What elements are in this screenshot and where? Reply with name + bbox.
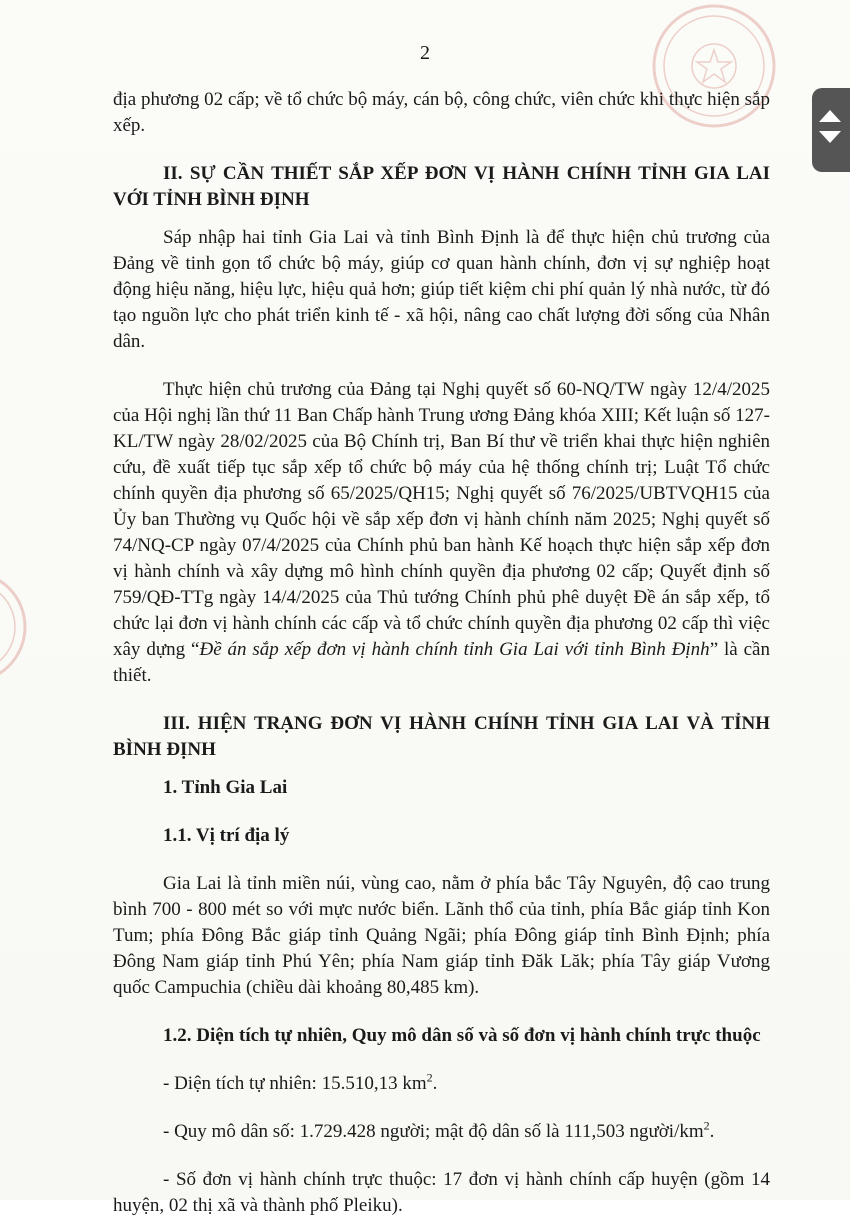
population-text: - Quy mô dân số: 1.729.428 người; mật độ dân số là 111,503 người/km xyxy=(163,1121,704,1142)
subsection-1-1-heading: 1.1. Vị trí địa lý xyxy=(163,825,290,846)
admin-units-item: - Số đơn vị hành chính trực thuộc: 17 đơn vị hành chính cấp huyện (gồm 14 huyện, 02 thị xã và thành phố Pleiku). xyxy=(113,1169,770,1216)
document-body xyxy=(113,87,770,1219)
section-ii-paragraph-1: Sáp nhập hai tỉnh Gia Lai và tỉnh Bình Định là để thực hiện chủ trương của Đảng về tinh gọn tổ chức bộ máy, giúp cơ quan hành chính, đơn vị sự nghiệp hoạt động hiệu năng, hiệu lực, hiệu quả hơn; giúp tiết kiệm chi phí quản lý nhà nước, từ đó tạo nguồn lực cho phát triển kinh tế - xã hội, nâng cao chất lượng đời sống của Nhân dân. xyxy=(113,227,770,352)
subsection-1-2-heading: 1.2. Diện tích tự nhiên, Quy mô dân số và số đơn vị hành chính trực thuộc xyxy=(163,1025,761,1046)
subsection-1-heading: 1. Tỉnh Gia Lai xyxy=(163,777,288,798)
page-scroll-control[interactable] xyxy=(812,88,850,172)
paragraph-end: ” là cần thiết. xyxy=(113,639,770,686)
population-item xyxy=(113,1119,770,1145)
area-superscript: 2 xyxy=(426,1070,433,1085)
section-iii-heading: III. HIỆN TRẠNG ĐƠN VỊ HÀNH CHÍNH TỈNH GIA LAI VÀ TỈNH BÌNH ĐỊNH xyxy=(113,713,770,760)
project-title-italic: Đề án sắp xếp đơn vị hành chính tỉnh Gia Lai với tỉnh Bình Định xyxy=(199,639,710,660)
triangle-down-icon[interactable] xyxy=(819,131,841,143)
population-superscript: 2 xyxy=(703,1118,710,1133)
section-ii-paragraph-2 xyxy=(113,377,770,689)
section-ii-heading: II. SỰ CẦN THIẾT SẮP XẾP ĐƠN VỊ HÀNH CHÍNH TỈNH GIA LAI VỚI TỈNH BÌNH ĐỊNH xyxy=(113,163,770,210)
area-end: . xyxy=(432,1073,438,1094)
triangle-up-icon[interactable] xyxy=(819,110,841,122)
geography-paragraph: Gia Lai là tỉnh miền núi, vùng cao, nằm ở phía bắc Tây Nguyên, độ cao trung bình 700 - 800 mét so với mực nước biển. Lãnh thổ của tỉnh, phía Bắc giáp tỉnh Kon Tum; phía Đông Bắc giáp tỉnh Quảng Ngãi; phía Đông giáp tỉnh Bình Định; phía Đông Nam giáp tỉnh Phú Yên; phía Nam giáp tỉnh Đăk Lăk; phía Tây giáp Vương quốc Campuchia (chiều dài khoảng 80,485 km). xyxy=(113,873,770,998)
intro-paragraph: địa phương 02 cấp; về tổ chức bộ máy, cán bộ, công chức, viên chức khi thực hiện sắp xếp. xyxy=(113,89,770,136)
seal-fragment-stamp xyxy=(0,552,30,702)
page-number: 2 xyxy=(420,42,430,64)
population-end: . xyxy=(709,1121,715,1142)
area-text: - Diện tích tự nhiên: 15.510,13 km xyxy=(163,1073,427,1094)
paragraph-text: Thực hiện chủ trương của Đảng tại Nghị quyết số 60-NQ/TW ngày 12/4/2025 của Hội nghị lần thứ 11 Ban Chấp hành Trung ương Đảng khóa XIII; Kết luận số 127-KL/TW ngày 28/02/2025 của Bộ Chính trị, Ban Bí thư về triển khai thực hiện nghiên cứu, đề xuất tiếp tục sắp xếp tổ chức bộ máy của hệ thống chính trị; Luật Tổ chức chính quyền địa phương số 65/2025/QH15; Nghị quyết số 76/2025/UBTVQH15 của Ủy ban Thường vụ Quốc hội về sắp xếp đơn vị hành chính năm 2025; Nghị quyết số 74/NQ-CP ngày 07/4/2025 của Chính phủ ban hành Kế hoạch thực hiện sắp xếp đơn vị hành chính và xây dựng mô hình chính quyền địa phương 02 cấp; Quyết định số 759/QĐ-TTg ngày 14/4/2025 của Thủ tướng Chính phủ phê duyệt Đề án sắp xếp, tổ chức lại đơn vị hành chính các cấp và tổ chức chính quyền địa phương 02 cấp thì việc xây dựng “ xyxy=(113,379,770,660)
area-item xyxy=(113,1071,770,1097)
